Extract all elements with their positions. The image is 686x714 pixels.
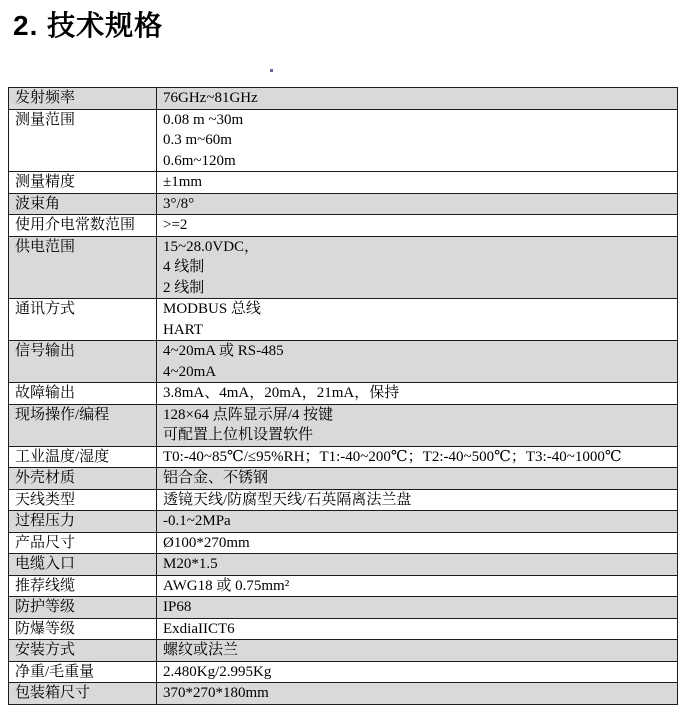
row-value-cell [157, 109, 678, 172]
row-value-cell [157, 446, 678, 468]
value-line: M20*1.5 [163, 556, 218, 572]
row-value-cell [157, 193, 678, 215]
row-value-cell [157, 215, 678, 237]
value-line: T0:-40~85℃/≤95%RH；T1:-40~200℃；T2:-40~500℃；T3:-40~1000℃ [163, 448, 622, 465]
row-value-cell [157, 554, 678, 576]
row-label-cell: 产品尺寸 [9, 532, 157, 554]
row-label-cell: 防爆等级 [9, 618, 157, 640]
value-line: 3.8mA、4mA，20mA，21mA，保持 [163, 385, 400, 401]
row-value-cell [157, 172, 678, 194]
value-line: 4~20mA 或 RS-485 [163, 343, 284, 359]
row-value-cell [157, 575, 678, 597]
row-label-cell: 净重/毛重量 [9, 661, 157, 683]
table-row [9, 468, 678, 490]
table-row [9, 640, 678, 662]
table-row [9, 597, 678, 619]
table-row [9, 683, 678, 705]
value-line: 透镜天线/防腐型天线/石英隔离法兰盘 [163, 491, 412, 508]
row-label-cell: 包装箱尺寸 [9, 683, 157, 705]
row-label-cell: 故障输出 [9, 383, 157, 405]
table-row [9, 88, 678, 110]
value-line: 76GHz~81GHz [163, 90, 258, 106]
table-row [9, 383, 678, 405]
value-line: 4~20mA [163, 363, 217, 380]
page-title: 2. 技术规格 [13, 10, 164, 41]
table-row [9, 661, 678, 683]
row-value-cell [157, 618, 678, 640]
row-label-cell: 信号输出 [9, 341, 157, 383]
row-value-cell [157, 683, 678, 705]
value-line: 4 线制 [163, 259, 205, 275]
table-row [9, 446, 678, 468]
row-label-cell: 过程压力 [9, 511, 157, 533]
value-line: 2 线制 [163, 279, 205, 296]
table-row [9, 511, 678, 533]
value-line: MODBUS 总线 [163, 301, 261, 317]
row-value-cell [157, 511, 678, 533]
value-line: >=2 [163, 217, 188, 233]
table-row [9, 341, 678, 383]
row-label-cell: 通讯方式 [9, 299, 157, 341]
row-value-cell [157, 236, 678, 299]
spec-table [8, 87, 678, 705]
value-line: 2.480Kg/2.995Kg [163, 663, 272, 680]
row-label-cell: 发射频率 [9, 88, 157, 110]
row-label-cell: 现场操作/编程 [9, 404, 157, 446]
spec-table-body [9, 88, 678, 705]
row-value-cell [157, 661, 678, 683]
table-row [9, 404, 678, 446]
value-line: HART [163, 321, 203, 338]
value-line: IP68 [163, 599, 192, 615]
table-row [9, 193, 678, 215]
value-line: 128×64 点阵显示屏/4 按键 [163, 406, 334, 423]
value-line: 3°/8° [163, 195, 195, 212]
row-label-cell: 安装方式 [9, 640, 157, 662]
row-value-cell [157, 489, 678, 511]
value-line: ExdiaIICT6 [163, 620, 235, 637]
row-label-cell: 波束角 [9, 193, 157, 215]
table-row [9, 215, 678, 237]
row-label-cell: 电缆入口 [9, 554, 157, 576]
table-row [9, 172, 678, 194]
row-label-cell: 测量范围 [9, 109, 157, 172]
table-row [9, 299, 678, 341]
row-label-cell: 推荐线缆 [9, 575, 157, 597]
row-value-cell [157, 404, 678, 446]
value-line: 0.08 m ~30m [163, 111, 244, 128]
value-line: 0.6m~120m [163, 152, 236, 169]
row-label-cell: 使用介电常数范围 [9, 215, 157, 237]
value-line: 可配置上位机设置软件 [163, 427, 314, 443]
row-value-cell [157, 532, 678, 554]
row-label-cell: 供电范围 [9, 236, 157, 299]
value-line: 螺纹或法兰 [163, 642, 239, 658]
row-label-cell: 测量精度 [9, 172, 157, 194]
table-row [9, 554, 678, 576]
row-value-cell [157, 341, 678, 383]
row-label-cell: 天线类型 [9, 489, 157, 511]
row-value-cell [157, 88, 678, 110]
table-row [9, 489, 678, 511]
table-row [9, 109, 678, 172]
row-label-cell: 工业温度/湿度 [9, 446, 157, 468]
row-value-cell [157, 597, 678, 619]
row-value-cell [157, 468, 678, 490]
table-row [9, 575, 678, 597]
value-line: 370*270*180mm [163, 685, 269, 701]
row-label-cell: 外壳材质 [9, 468, 157, 490]
value-line: ±1mm [163, 174, 203, 190]
table-row [9, 236, 678, 299]
value-line: 铝合金、不锈钢 [163, 470, 269, 486]
value-line: AWG18 或 0.75mm² [163, 577, 290, 594]
value-line: Ø100*270mm [163, 534, 250, 551]
row-label-cell: 防护等级 [9, 597, 157, 619]
row-value-cell [157, 299, 678, 341]
value-line: -0.1~2MPa [163, 513, 231, 529]
value-line: 15~28.0VDC， [163, 238, 260, 255]
stray-ink-dot [270, 69, 273, 72]
table-row [9, 532, 678, 554]
row-value-cell [157, 640, 678, 662]
row-value-cell [157, 383, 678, 405]
table-row [9, 618, 678, 640]
value-line: 0.3 m~60m [163, 132, 232, 148]
